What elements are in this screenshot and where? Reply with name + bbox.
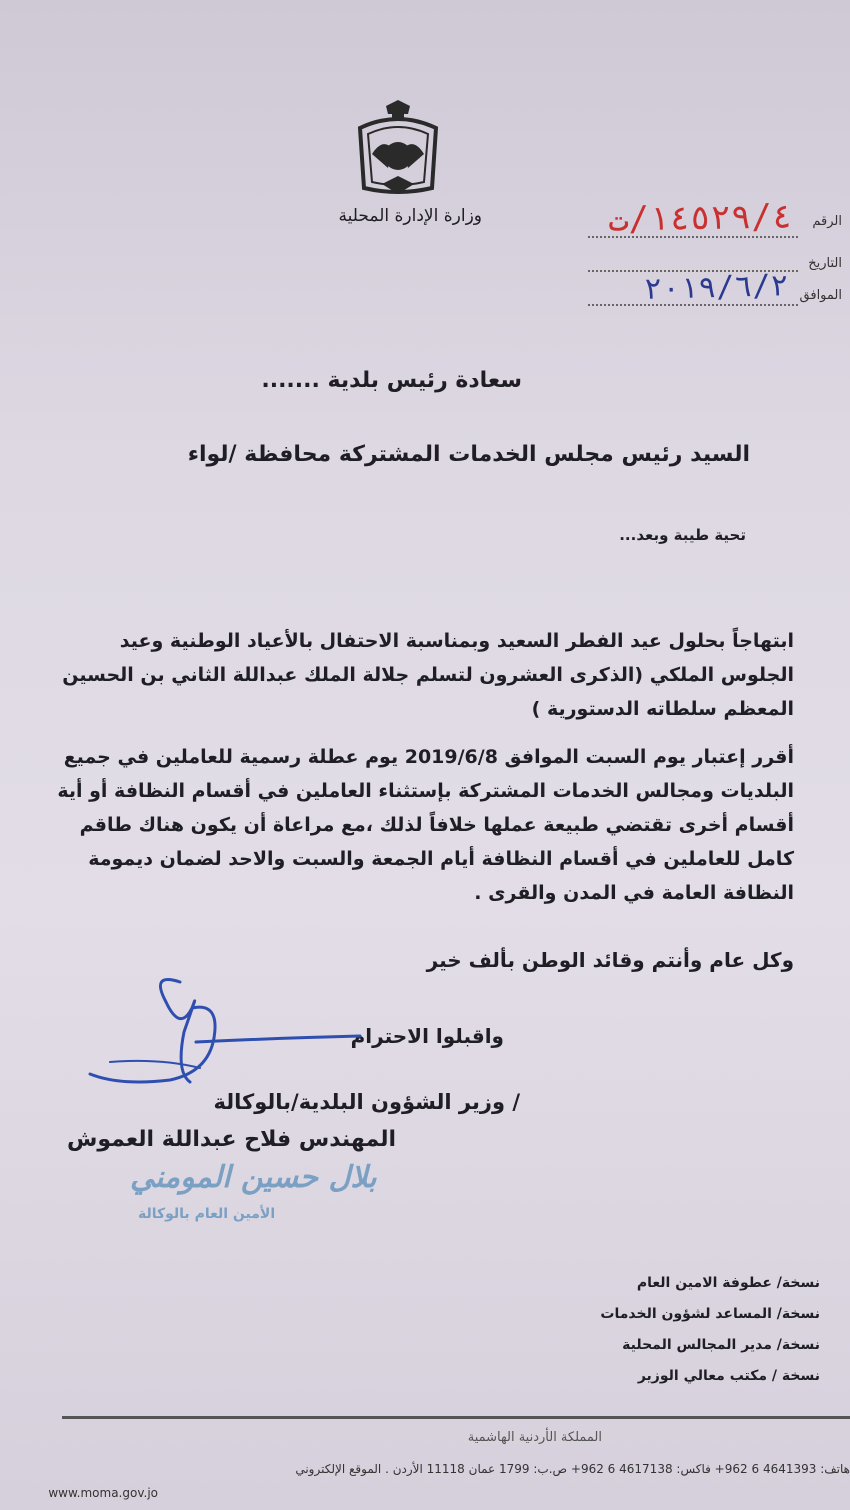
copy-item: نسخة/ مدير المجالس المحلية	[622, 1337, 820, 1353]
copies-list	[600, 1268, 820, 1392]
corresponding-date: ٢٠١٩/٦/٢	[643, 268, 789, 307]
footer-divider	[62, 1416, 850, 1419]
body-paragraph-2: أقرر إعتبار يوم السبت الموافق 2019/6/8 يوم عطلة رسمية للعاملين في جميع البلديات ومجالس الخدمات المشتركة بإستثناء العاملين في أقسام النظافة أو أية أقسام أخرى تقتضي طبيعة عملها خلافاً لذلك ،مع مراعاة أن يكون هناك طاقم كامل للعاملين في أقسام النظافة أيام الجمعة والسبت والاحد لضمان ديمومة النظافة العامة في المدن والقرى .	[57, 746, 794, 904]
stamp-name: بلال حسين المومني	[130, 1160, 377, 1195]
closing-wish: وكل عام وأنتم وقائد الوطن بألف خير	[426, 948, 794, 972]
signatory-name: المهندس فلاح عبداللة العموش	[66, 1127, 396, 1152]
recipient-line-1: سعادة رئيس بلدية .......	[261, 368, 522, 393]
stamp-title: الأمين العام بالوكالة	[138, 1206, 276, 1222]
footer-website: www.moma.gov.jo	[48, 1486, 158, 1500]
corresponding-label: الموافق	[799, 288, 842, 303]
body-paragraph-1: ابتهاجاً بحلول عيد الفطر السعيد وبمناسبة الاحتفال بالأعياد الوطنية وعيد الجلوس الملكي (الذكرى العشرون لتسلم جلالة الملك عبداللة الثاني بن الحسين المعظم سلطاته الدستورية )	[62, 630, 794, 720]
recipient-line-2: السيد رئيس مجلس الخدمات المشتركة محافظة /لواء	[187, 442, 750, 467]
signatory-title: / وزير الشؤون البلدية/بالوكالة	[213, 1090, 520, 1114]
copy-item: نسخة/ عطوفة الامين العام	[636, 1275, 820, 1291]
reference-number: ١٤٥٢٩/٤/ت	[607, 196, 793, 240]
regards: واقبلوا الاحترام	[350, 1024, 504, 1048]
reference-label: الرقم	[812, 214, 842, 229]
date-label: التاريخ	[808, 256, 842, 271]
royal-crest-icon	[352, 98, 444, 198]
footer-kingdom: المملكة الأردنية الهاشمية	[467, 1430, 602, 1445]
copy-item: نسخة / مكتب معالي الوزير	[637, 1368, 820, 1384]
footer-contact: هاتف: 4641393 6 962+ فاكس: 4617138 6 962+ ص.ب: 1799 عمان 11118 الأردن . الموقع الإلكتروني	[295, 1462, 850, 1476]
greeting: تحية طيبة وبعد...	[619, 526, 746, 544]
copy-item: نسخة/ المساعد لشؤون الخدمات	[600, 1306, 820, 1322]
ministry-name: وزارة الإدارة المحلية	[338, 206, 482, 226]
